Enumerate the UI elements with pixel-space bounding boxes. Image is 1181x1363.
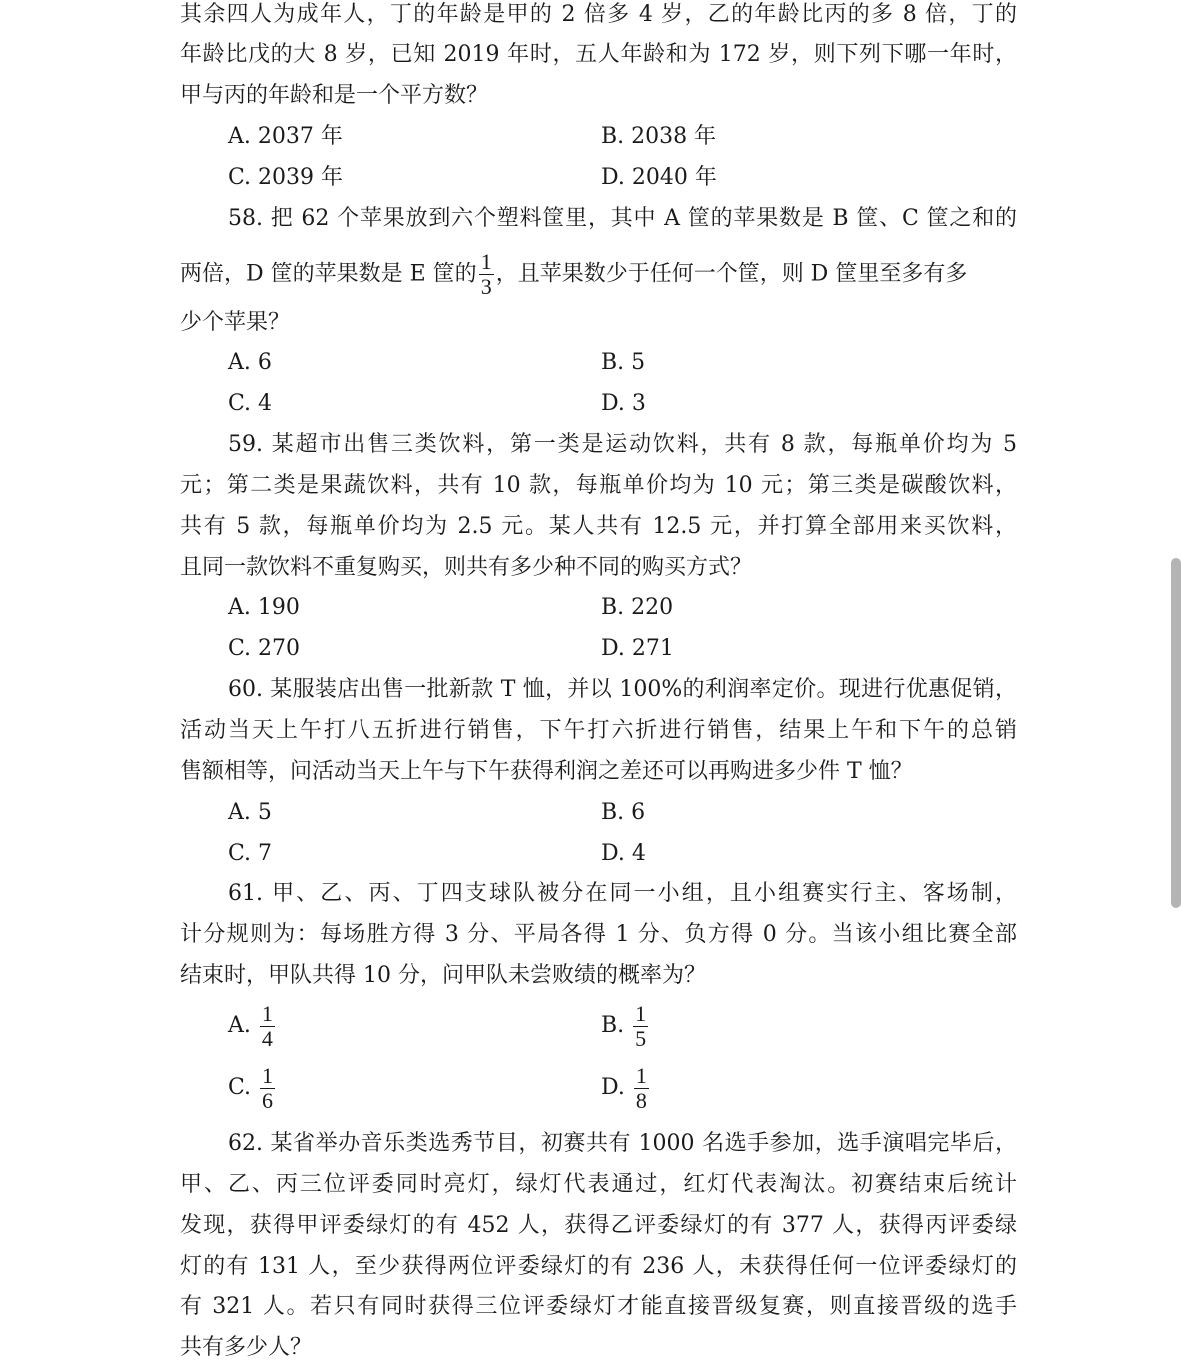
q59-option-c: C. 270: [228, 636, 301, 661]
fraction-numerator: 1: [635, 1000, 647, 1026]
q57-option-c: C. 2039 年: [228, 165, 344, 190]
fraction: [260, 1002, 275, 1051]
q57-line: 年龄比戊的大 8 岁，已知 2019 年时，五人年龄和为 172 岁，则下列下哪一年时，: [180, 42, 1017, 67]
fraction-numerator: 1: [480, 249, 492, 274]
q59-line: 元；第二类是果蔬饮料，共有 10 款，每瓶单价均为 10 元；第三类是碳酸饮料，: [180, 473, 1017, 498]
q59-option-d: D. 271: [601, 636, 674, 661]
option-label: A.: [228, 1013, 251, 1038]
q60-option-d: D. 4: [601, 841, 646, 866]
q59-option-b: B. 220: [601, 595, 674, 620]
q58-text: ，且苹果数少于任何一个筐，则 D 筐里至多有多: [495, 261, 968, 287]
q57-option-a: A. 2037 年: [228, 124, 343, 149]
q58-line: 少个苹果？: [180, 310, 291, 335]
fraction-denominator: 4: [261, 1025, 273, 1051]
q60-line: 活动当天上午打八五折进行销售，下午打六折进行销售，结果上午和下午的总销: [180, 718, 1017, 743]
q60-line: 售额相等，问活动当天上午与下午获得利润之差还可以再购进多少件 T 恤？: [180, 759, 913, 784]
q61-line: 结束时，甲队共得 10 分，问甲队未尝败绩的概率为？: [180, 963, 706, 988]
q58-line-with-fraction: [180, 249, 1017, 299]
fraction: [260, 1064, 275, 1113]
fraction: [479, 250, 494, 299]
q62-line: 发现，获得甲评委绿灯的有 452 人，获得乙评委绿灯的有 377 人，获得丙评委绿: [180, 1213, 1017, 1238]
q58-option-b: B. 5: [601, 350, 646, 375]
q58-option-c: C. 4: [228, 391, 273, 416]
fraction-denominator: 5: [635, 1025, 647, 1051]
q61-option-a: [228, 1000, 277, 1052]
q60-line: 60. 某服装店出售一批新款 T 恤，并以 100%的利润率定价。现进行优惠促销，: [228, 677, 1017, 702]
option-label: D.: [601, 1075, 625, 1100]
fraction-numerator: 1: [635, 1062, 647, 1088]
q58-option-d: D. 3: [601, 391, 646, 416]
q58-option-a: A. 6: [228, 350, 272, 375]
vertical-scrollbar-thumb[interactable]: [1171, 558, 1181, 908]
q62-line: 有 321 人。若只有同时获得三位评委绿灯才能直接晋级复赛，则直接晋级的选手: [180, 1294, 1017, 1319]
fraction: [634, 1064, 649, 1113]
q57-line: 其余四人为成年人，丁的年龄是甲的 2 倍多 4 岁，乙的年龄比丙的多 8 倍，丁的: [180, 2, 1017, 27]
q59-option-a: A. 190: [228, 595, 300, 620]
q61-option-d: [601, 1062, 651, 1114]
q60-option-a: A. 5: [228, 800, 272, 825]
q57-option-d: D. 2040 年: [601, 165, 717, 190]
q57-option-b: B. 2038 年: [601, 124, 717, 149]
q61-line: 61. 甲、乙、丙、丁四支球队被分在同一小组，且小组赛实行主、客场制，: [228, 881, 1017, 906]
q61-option-b: [601, 1000, 650, 1052]
q61-line: 计分规则为：每场胜方得 3 分、平局各得 1 分、负方得 0 分。当该小组比赛全部: [180, 922, 1017, 947]
q60-option-c: C. 7: [228, 841, 273, 866]
q57-line: 甲与丙的年龄和是一个平方数？: [180, 83, 489, 108]
q60-option-b: B. 6: [601, 800, 646, 825]
fraction-denominator: 6: [262, 1087, 274, 1113]
q61-option-c: [228, 1062, 277, 1114]
fraction: [633, 1002, 648, 1051]
fraction-numerator: 1: [262, 1062, 274, 1088]
fraction-numerator: 1: [261, 1000, 273, 1026]
q59-line: 59. 某超市出售三类饮料，第一类是运动饮料，共有 8 款，每瓶单价均为 5: [228, 432, 1017, 457]
option-label: B.: [601, 1013, 625, 1038]
q58-text: 两倍，D 筐的苹果数是 E 筐的: [180, 261, 477, 287]
q62-line: 62. 某省举办音乐类选秀节目，初赛共有 1000 名选手参加，选手演唱完毕后，: [228, 1131, 1017, 1156]
q62-line: 共有多少人？: [180, 1335, 313, 1360]
q62-line: 甲、乙、丙三位评委同时亮灯，绿灯代表通过，红灯代表淘汰。初赛结束后统计: [180, 1172, 1017, 1197]
q59-line: 共有 5 款，每瓶单价均为 2.5 元。某人共有 12.5 元，并打算全部用来买饮料，: [180, 514, 1017, 539]
q58-line: 58. 把 62 个苹果放到六个塑料筐里，其中 A 筐的苹果数是 B 筐、C 筐之和的: [228, 206, 1017, 231]
q59-line: 且同一款饮料不重复购买，则共有多少种不同的购买方式？: [180, 555, 753, 580]
fraction-denominator: 8: [635, 1087, 647, 1113]
option-label: C.: [228, 1075, 252, 1100]
q62-line: 灯的有 131 人，至少获得两位评委绿灯的有 236 人，未获得任何一位评委绿灯的: [180, 1254, 1017, 1279]
fraction-denominator: 3: [480, 274, 492, 299]
